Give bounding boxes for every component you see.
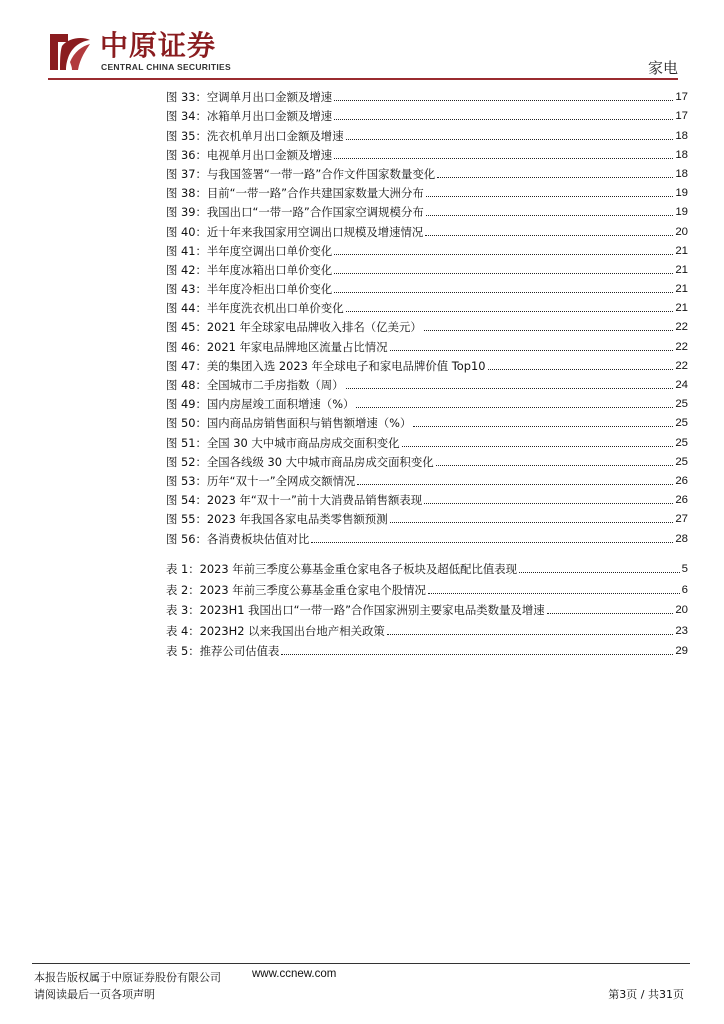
toc-page-number: 21	[675, 263, 688, 276]
leader-dots	[334, 254, 673, 255]
toc-label: 图 51：全国 30 大中城市商品房成交面积变化	[166, 435, 400, 450]
toc-entry[interactable]	[166, 163, 688, 182]
toc-label: 图 41：半年度空调出口单价变化	[166, 243, 333, 258]
leader-dots	[436, 465, 674, 466]
toc-page-number: 21	[675, 302, 688, 315]
toc-label: 表 4：2023H2 以来我国出台地产相关政策	[166, 623, 385, 638]
toc-page-number: 18	[675, 148, 688, 161]
leader-dots	[437, 177, 673, 178]
toc-entry[interactable]	[166, 374, 688, 393]
leader-dots	[390, 350, 674, 351]
toc-page-number: 19	[675, 187, 688, 200]
toc-label: 图 55：2023 年我国各家电品类零售额预测	[166, 512, 388, 527]
toc-page-number: 18	[675, 129, 688, 142]
toc-page-number: 19	[675, 206, 688, 219]
toc-entry[interactable]	[166, 86, 688, 105]
leader-dots	[426, 215, 674, 216]
leader-dots	[334, 273, 673, 274]
leader-dots	[425, 235, 673, 236]
toc-entry[interactable]	[166, 316, 688, 335]
toc-label: 图 48：全国城市二手房指数（周）	[166, 378, 344, 392]
toc-page-number: 21	[675, 244, 688, 257]
toc-label: 图 47：美的集团入选 2023 年全球电子和家电品牌价值 Top10	[166, 358, 486, 373]
toc-label: 图 42：半年度冰箱出口单价变化	[166, 262, 333, 277]
toc-page-number: 22	[675, 321, 688, 334]
toc-label: 图 34：冰箱单月出口金额及增速	[166, 109, 333, 124]
toc-label: 图 52：全国各线级 30 大中城市商品房成交面积变化	[166, 454, 434, 469]
toc-label: 表 1：2023 年前三季度公募基金重仓家电各子板块及超低配比值表现	[166, 562, 518, 577]
leader-dots	[428, 593, 680, 594]
toc-page-number: 24	[675, 379, 688, 391]
toc-entry[interactable]	[166, 618, 688, 638]
toc-page-number: 20	[675, 225, 688, 238]
toc-entry[interactable]	[166, 335, 688, 354]
toc-page-number: 25	[675, 455, 688, 468]
toc-entry[interactable]	[166, 105, 688, 124]
toc-page-number: 23	[675, 624, 688, 637]
toc-page-number: 25	[675, 398, 688, 411]
brand-name-cn: 中原证券	[100, 29, 217, 62]
toc-label: 图 49：国内房屋竣工面积增速（%）	[166, 397, 355, 412]
toc-entry[interactable]	[166, 182, 688, 201]
toc-page-number: 28	[675, 532, 688, 545]
leader-dots	[311, 542, 673, 543]
toc-page-number: 25	[675, 417, 688, 430]
toc-entry[interactable]	[166, 144, 688, 163]
leader-dots	[413, 426, 673, 427]
toc-page-number: 6	[681, 583, 688, 596]
leader-dots	[390, 522, 674, 523]
footer-copyright: 本报告版权属于中原证券股份有限公司	[34, 971, 221, 984]
toc-entry[interactable]	[166, 470, 688, 489]
toc-entry[interactable]	[166, 124, 688, 143]
leader-dots	[426, 196, 674, 197]
leader-dots	[281, 654, 673, 655]
toc-entry[interactable]	[166, 598, 688, 618]
toc-entry[interactable]	[166, 489, 688, 508]
toc-label: 表 2：2023 年前三季度公募基金重仓家电个股情况	[166, 582, 426, 597]
leader-dots	[424, 503, 673, 504]
leader-dots	[334, 158, 673, 159]
toc-label: 图 35：洗衣机单月出口金额及增速	[166, 128, 344, 143]
toc-entry[interactable]	[166, 278, 688, 297]
toc-label: 表 3：2023H1 我国出口“一带一路”合作国家洲别主要家电品类数量及增速	[166, 603, 545, 618]
toc-page-number: 25	[675, 436, 688, 449]
toc-entry[interactable]	[166, 220, 688, 239]
footer-divider	[32, 963, 690, 964]
toc-label: 图 46：2021 年家电品牌地区流量占比情况	[166, 339, 388, 354]
figure-toc	[166, 86, 688, 547]
toc-entry[interactable]	[166, 508, 688, 527]
toc-label: 图 40：近十年来我国家用空调出口规模及增速情况	[166, 224, 424, 239]
toc-page-number: 22	[675, 359, 688, 372]
toc-label: 图 33：空调单月出口金额及增速	[166, 90, 333, 105]
toc-entry[interactable]	[166, 577, 688, 597]
toc-page-number: 17	[675, 110, 688, 123]
footer-disclaimer-note: 请阅读最后一页各项声明	[34, 988, 155, 1001]
toc-page-number: 26	[675, 494, 688, 507]
table-toc	[166, 557, 688, 659]
toc-label: 图 38：目前“一带一路”合作共建国家数量大洲分布	[166, 186, 424, 201]
toc-label: 图 50：国内商品房销售面积与销售额增速（%）	[166, 416, 412, 431]
footer-website-link[interactable]: www.ccnew.com	[252, 968, 337, 980]
toc-page-number: 5	[681, 563, 688, 576]
toc-label: 图 56：各消费板块估值对比	[166, 531, 310, 546]
toc-label: 图 54：2023 年“双十一”前十大消费品销售额表现	[166, 493, 423, 508]
toc-entry[interactable]	[166, 431, 688, 450]
leader-dots	[346, 139, 674, 140]
toc-label: 图 43：半年度冷柜出口单价变化	[166, 282, 333, 297]
leader-dots	[387, 634, 674, 635]
toc-entry[interactable]	[166, 527, 688, 546]
toc-entry[interactable]	[166, 297, 688, 316]
toc-entry[interactable]	[166, 639, 688, 659]
toc-label: 表 5：推荐公司估值表	[166, 643, 280, 658]
leader-dots	[346, 388, 674, 389]
toc-page-number: 29	[675, 644, 688, 657]
toc-label: 图 39：我国出口“一带一路”合作国家空调规模分布	[166, 205, 424, 220]
brand-name-en: CENTRAL CHINA SECURITIES	[101, 62, 231, 72]
toc-entry[interactable]	[166, 451, 688, 470]
toc-page-number: 26	[675, 474, 688, 487]
leader-dots	[334, 292, 673, 293]
leader-dots	[334, 100, 673, 101]
toc-entry[interactable]	[166, 259, 688, 278]
leader-dots	[488, 369, 674, 370]
toc-page-number: 21	[675, 283, 688, 296]
toc-label: 图 44：半年度洗衣机出口单价变化	[166, 301, 344, 316]
leader-dots	[402, 446, 674, 447]
toc-label: 图 37：与我国签署“一带一路”合作文件国家数量变化	[166, 166, 436, 181]
toc-entry[interactable]	[166, 393, 688, 412]
toc-label: 图 53：历年“双十一”全网成交额情况	[166, 473, 356, 488]
toc-page-number: 18	[675, 167, 688, 180]
leader-dots	[356, 407, 673, 408]
leader-dots	[519, 572, 680, 573]
toc-entry[interactable]	[166, 557, 688, 577]
toc-entry[interactable]	[166, 355, 688, 374]
toc-entry[interactable]	[166, 412, 688, 431]
leader-dots	[424, 330, 674, 331]
page-number: 第3页 / 共31页	[608, 988, 684, 1001]
industry-label: 家电	[647, 59, 678, 77]
toc-label: 图 36：电视单月出口金额及增速	[166, 147, 333, 162]
leader-dots	[547, 613, 674, 614]
leader-dots	[357, 484, 673, 485]
logo-mark	[48, 32, 92, 72]
leader-dots	[346, 311, 674, 312]
toc-entry[interactable]	[166, 240, 688, 259]
toc-page-number: 20	[675, 604, 688, 617]
toc-label: 图 45：2021 年全球家电品牌收入排名（亿美元）	[166, 320, 422, 335]
toc-entry[interactable]	[166, 201, 688, 220]
leader-dots	[334, 119, 673, 120]
header-divider	[48, 78, 678, 80]
toc-page-number: 27	[675, 513, 688, 526]
toc-page-number: 17	[675, 91, 688, 104]
toc-page-number: 22	[675, 340, 688, 353]
